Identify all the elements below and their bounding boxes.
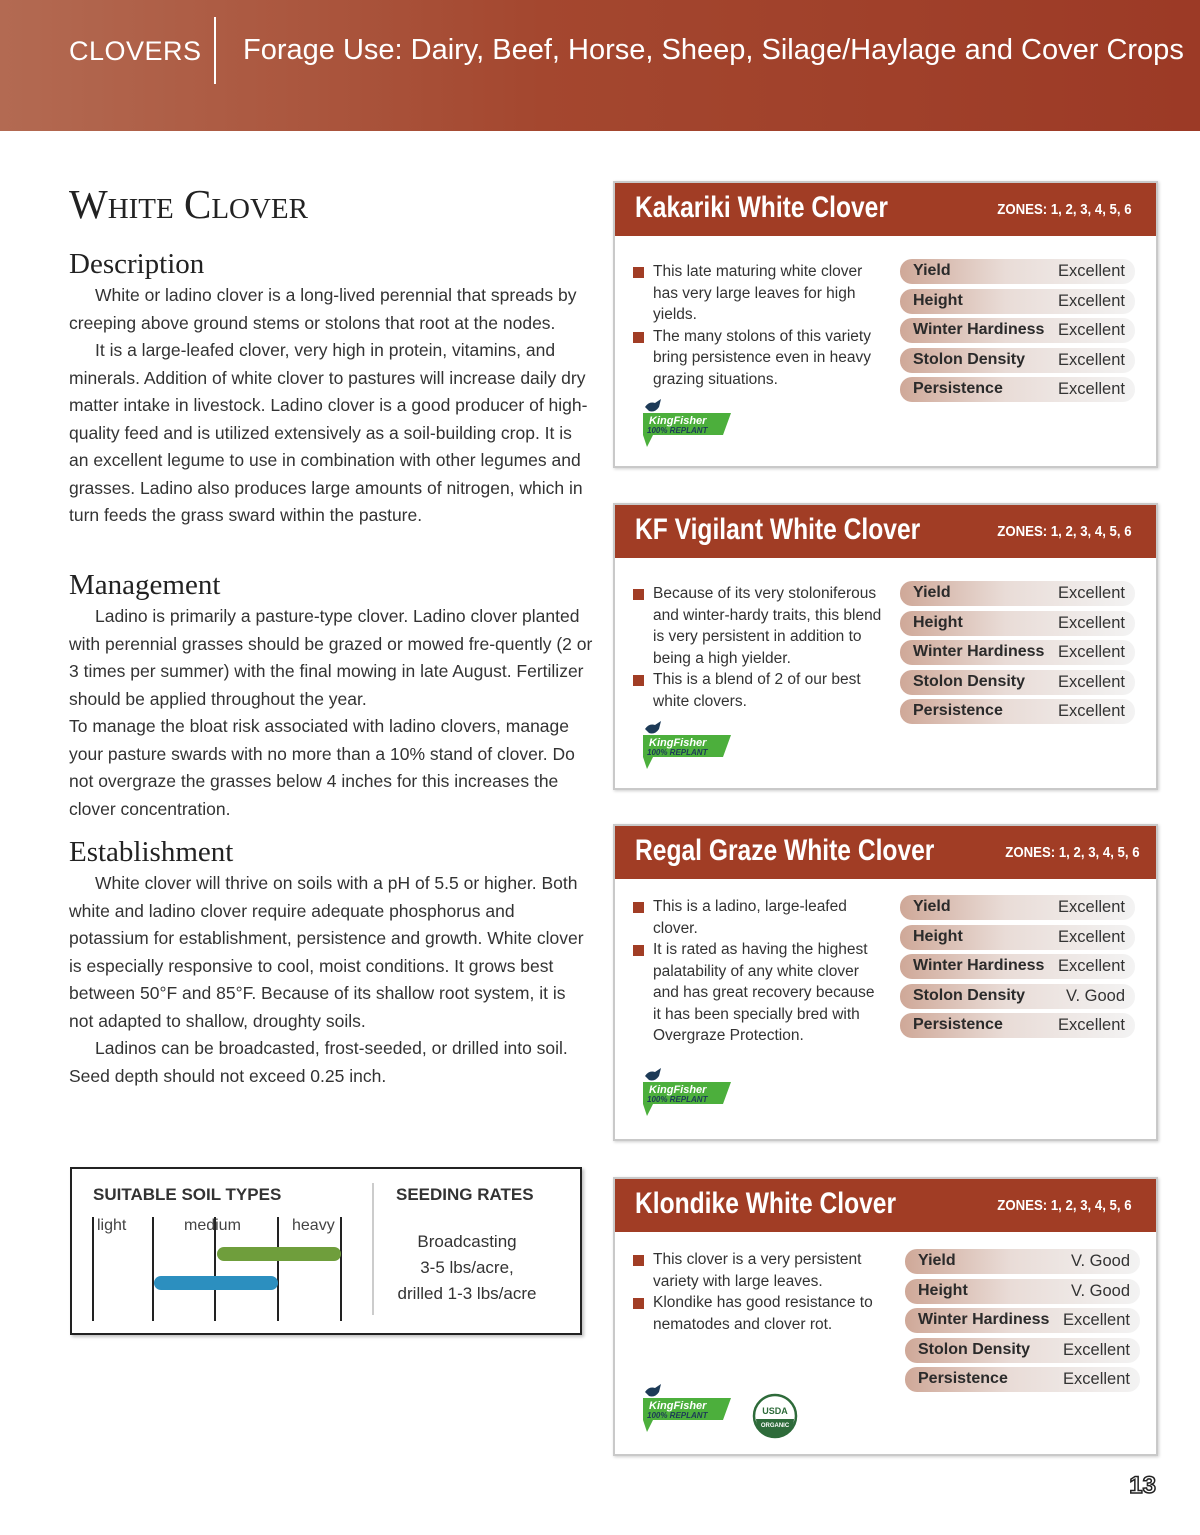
bullet-square-icon bbox=[633, 589, 644, 600]
paragraph: Ladino is primarily a pasture-type clover. Ladino clover planted with perennial grasses should be grazed or mowed fre-quently (2 or 3 times per summer) with the final mowing in late August. Fertilizer should be applied throughout the year. bbox=[69, 606, 593, 709]
rating-row-persistence: Persistence Excellent bbox=[900, 1013, 1135, 1038]
section-heading-establishment: Establishment bbox=[69, 836, 234, 868]
bullet-square-icon bbox=[633, 945, 644, 956]
rating-row-stolon-density: Stolon Density Excellent bbox=[900, 348, 1135, 373]
bullet-item: Because of its very stoloniferous and winter-hardy traits, this blend is very persistent in addition to being a high yielder. bbox=[633, 583, 885, 669]
soil-range-bar-light-medium bbox=[154, 1276, 278, 1290]
paragraph: White clover will thrive on soils with a pH of 5.5 or higher. Both white and ladino clover require adequate phosphorus and potassium for establishment, persistence and growth. White clover is especially responsive to cool, moist conditions. It grows best between 50°F and 85°F. Because of its shallow root system, it is not adapted to shallow, droughty soils. bbox=[69, 873, 584, 1031]
usda-organic-seal-icon bbox=[752, 1393, 798, 1439]
section-heading-management: Management bbox=[69, 569, 221, 601]
svg-text:100% REPLANT: 100% REPLANT bbox=[647, 1411, 708, 1420]
product-name: Regal Graze White Clover bbox=[635, 834, 935, 867]
bullet-item: This is a blend of 2 of our best white clovers. bbox=[633, 669, 885, 712]
product-card-regal-graze bbox=[613, 824, 1158, 1141]
category-label: CLOVERS bbox=[69, 36, 202, 66]
product-bullets bbox=[633, 896, 885, 1047]
rating-row-yield: Yield Excellent bbox=[900, 895, 1135, 920]
soil-scale-line bbox=[152, 1217, 154, 1321]
description-text bbox=[69, 282, 594, 530]
soil-label-medium: medium bbox=[184, 1217, 241, 1234]
svg-text:100% REPLANT: 100% REPLANT bbox=[647, 426, 708, 435]
soil-scale-line bbox=[340, 1217, 342, 1321]
product-name: Klondike White Clover bbox=[635, 1187, 897, 1220]
rating-row-persistence: Persistence Excellent bbox=[905, 1367, 1140, 1392]
ratings-table bbox=[900, 895, 1135, 1043]
product-name: KF Vigilant White Clover bbox=[635, 513, 921, 546]
soil-scale-line bbox=[277, 1217, 279, 1321]
bullet-item: The many stolons of this variety bring persistence even in heavy grazing situations. bbox=[633, 326, 885, 391]
zones-label: ZONES: 1, 2, 3, 4, 5, 6 bbox=[997, 1197, 1132, 1214]
header-divider bbox=[214, 17, 216, 84]
box-divider bbox=[372, 1183, 374, 1315]
seeding-line: drilled 1-3 lbs/acre bbox=[397, 1284, 537, 1303]
bullet-item: This clover is a very persistent variety with large leaves. bbox=[633, 1249, 885, 1292]
paragraph: To manage the bloat risk associated with ladino clovers, manage your pasture swards with no more than a 10% stand of clover. Do not overgraze the grasses below 4 inches for this increases the clover concentration. bbox=[69, 716, 575, 819]
rating-row-winter-hardiness: Winter Hardiness Excellent bbox=[900, 954, 1135, 979]
rating-row-winter-hardiness: Winter Hardiness Excellent bbox=[905, 1308, 1140, 1333]
product-bullets bbox=[633, 583, 885, 712]
rating-row-yield: Yield V. Good bbox=[905, 1249, 1140, 1274]
page-number: 13 bbox=[1129, 1472, 1156, 1499]
bullet-square-icon bbox=[633, 332, 644, 343]
svg-text:KingFisher: KingFisher bbox=[649, 415, 707, 427]
product-card-klondike bbox=[613, 1177, 1158, 1456]
rating-row-stolon-density: Stolon Density Excellent bbox=[905, 1338, 1140, 1363]
rating-row-persistence: Persistence Excellent bbox=[900, 699, 1135, 724]
svg-text:KingFisher: KingFisher bbox=[649, 1084, 707, 1096]
seeding-line: Broadcasting bbox=[417, 1232, 517, 1251]
ratings-table bbox=[905, 1249, 1140, 1397]
card-header bbox=[615, 505, 1156, 558]
soil-scale-line bbox=[92, 1217, 94, 1321]
paragraph: Ladinos can be broadcasted, frost-seeded, or drilled into soil. Seed depth should not exceed 0.25 inch. bbox=[69, 1038, 568, 1086]
kingfisher-logo-icon bbox=[635, 1384, 735, 1434]
rating-row-height: Height Excellent bbox=[900, 925, 1135, 950]
svg-text:KingFisher: KingFisher bbox=[649, 737, 707, 749]
ratings-table bbox=[900, 581, 1135, 729]
product-card-kakariki bbox=[613, 181, 1158, 468]
management-text bbox=[69, 603, 594, 823]
bullet-square-icon bbox=[633, 902, 644, 913]
rating-row-winter-hardiness: Winter Hardiness Excellent bbox=[900, 318, 1135, 343]
zones-label: ZONES: 1, 2, 3, 4, 5, 6 bbox=[997, 523, 1132, 540]
bullet-item: This late maturing white clover has very large leaves for high yields. bbox=[633, 261, 885, 326]
bullet-square-icon bbox=[633, 1298, 644, 1309]
bullet-item: It is rated as having the highest palatability of any white clover and has great recovery because it has been specially bred with Overgraze Protection. bbox=[633, 939, 885, 1047]
rating-row-height: Height Excellent bbox=[900, 289, 1135, 314]
product-bullets bbox=[633, 1249, 885, 1335]
rating-row-persistence: Persistence Excellent bbox=[900, 377, 1135, 402]
bullet-square-icon bbox=[633, 267, 644, 278]
card-header bbox=[615, 183, 1156, 236]
card-header bbox=[615, 1179, 1156, 1232]
svg-text:ORGANIC: ORGANIC bbox=[760, 1423, 790, 1429]
rating-row-yield: Yield Excellent bbox=[900, 259, 1135, 284]
rating-row-stolon-density: Stolon Density V. Good bbox=[900, 984, 1135, 1009]
page-title: White Clover bbox=[69, 181, 308, 227]
soil-seeding-box bbox=[70, 1167, 582, 1335]
bullet-item: This is a ladino, large-leafed clover. bbox=[633, 896, 885, 939]
zones-label: ZONES: 1, 2, 3, 4, 5, 6 bbox=[1005, 844, 1140, 861]
rating-row-yield: Yield Excellent bbox=[900, 581, 1135, 606]
card-header bbox=[615, 826, 1156, 879]
soil-label-light: light bbox=[97, 1217, 127, 1234]
rating-row-height: Height V. Good bbox=[905, 1279, 1140, 1304]
paragraph: White or ladino clover is a long-lived perennial that spreads by creeping above ground stems or stolons that root at the nodes. bbox=[69, 285, 577, 333]
bullet-square-icon bbox=[633, 1255, 644, 1266]
zones-label: ZONES: 1, 2, 3, 4, 5, 6 bbox=[997, 201, 1132, 218]
ratings-table bbox=[900, 259, 1135, 407]
bullet-item: Klondike has good resistance to nematodes and clover rot. bbox=[633, 1292, 885, 1335]
product-name: Kakariki White Clover bbox=[635, 191, 888, 224]
soil-types-heading: SUITABLE SOIL TYPES bbox=[93, 1185, 282, 1204]
soil-label-heavy: heavy bbox=[292, 1217, 335, 1234]
rating-row-height: Height Excellent bbox=[900, 611, 1135, 636]
kingfisher-logo-icon bbox=[635, 1068, 735, 1118]
bullet-square-icon bbox=[633, 675, 644, 686]
seeding-rates-text bbox=[377, 1229, 557, 1307]
svg-text:KingFisher: KingFisher bbox=[649, 1400, 707, 1412]
paragraph: It is a large-leafed clover, very high in protein, vitamins, and minerals. Addition of white clover to pastures will increase daily dry matter intake in livestock. Ladino clover is a good producer of high-quality feed and is utilized extensively as a soil-building crop. It is an excellent legume to use in combination with other legumes and grasses. Ladino also produces large amounts of nitrogen, which in turn feeds the grass sward within the pasture. bbox=[69, 340, 588, 525]
svg-text:100% REPLANT: 100% REPLANT bbox=[647, 748, 708, 757]
kingfisher-logo-icon bbox=[635, 721, 735, 771]
forage-use-subtitle: Forage Use: Dairy, Beef, Horse, Sheep, Silage/Haylage and Cover Crops bbox=[243, 34, 1184, 66]
establishment-text bbox=[69, 870, 594, 1090]
svg-text:USDA: USDA bbox=[762, 1406, 788, 1416]
product-bullets bbox=[633, 261, 885, 390]
seeding-rates-heading: SEEDING RATES bbox=[396, 1185, 534, 1204]
kingfisher-logo-icon bbox=[635, 399, 735, 449]
soil-range-bar-medium-heavy bbox=[217, 1247, 341, 1261]
rating-row-winter-hardiness: Winter Hardiness Excellent bbox=[900, 640, 1135, 665]
seeding-line: 3-5 lbs/acre, bbox=[420, 1258, 514, 1277]
rating-row-stolon-density: Stolon Density Excellent bbox=[900, 670, 1135, 695]
section-heading-description: Description bbox=[69, 248, 205, 280]
header-banner bbox=[0, 0, 1200, 131]
svg-text:100% REPLANT: 100% REPLANT bbox=[647, 1095, 708, 1104]
product-card-kf-vigilant bbox=[613, 503, 1158, 790]
